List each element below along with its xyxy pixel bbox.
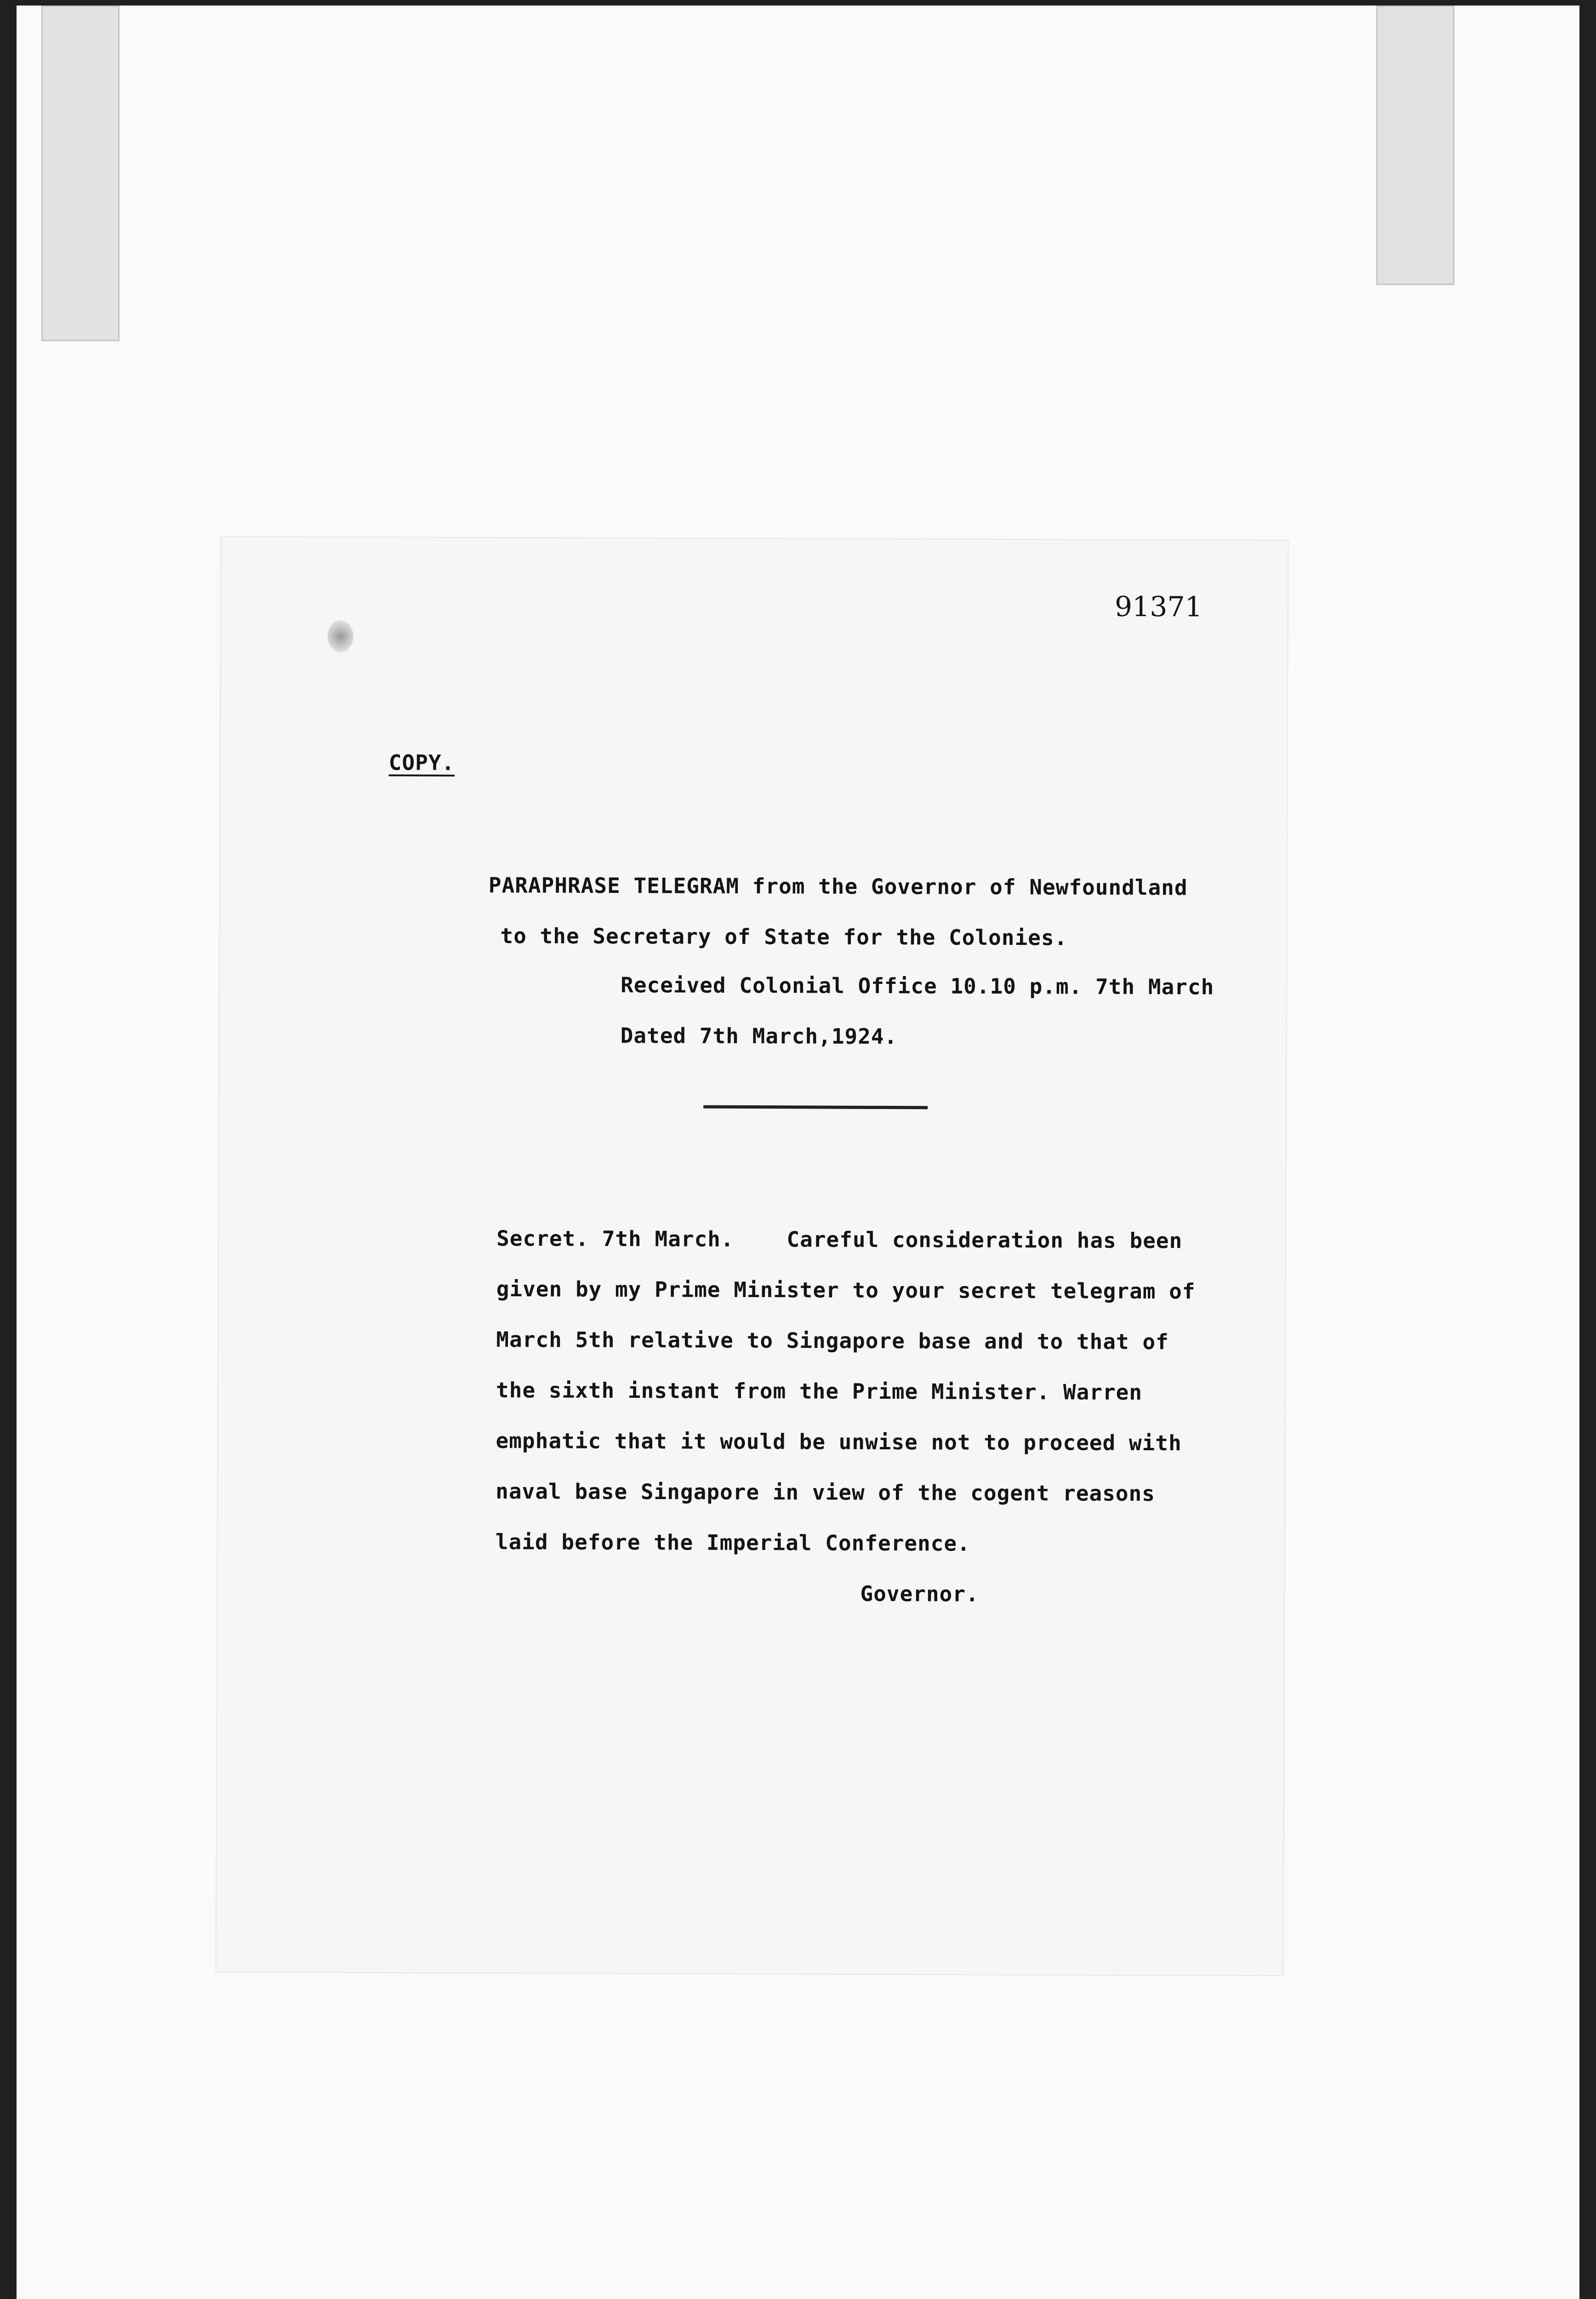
document-number: 91371 — [1114, 590, 1203, 623]
telegram-sheet — [217, 537, 1288, 1975]
header-line: Received Colonial Office 10.10 p.m. 7th March — [620, 972, 1214, 1000]
tape-strip — [1376, 6, 1454, 285]
mount-board — [17, 6, 1579, 2299]
body-line: given by my Prime Minister to your secret telegram of — [496, 1276, 1196, 1304]
body-line: laid before the Imperial Conference. — [495, 1529, 970, 1556]
body-line: the sixth instant from the Prime Minister. Warren — [496, 1378, 1143, 1405]
header-line: Dated 7th March,1924. — [620, 1023, 898, 1049]
ink-smudge — [328, 620, 353, 652]
header-rule — [703, 1105, 928, 1109]
tape-strip — [41, 6, 120, 341]
body-line: naval base Singapore in view of the cogent reasons — [496, 1479, 1156, 1506]
copy-label: COPY. — [388, 750, 455, 775]
header-line: to the Secretary of State for the Colonies. — [500, 923, 1068, 950]
header-line: PARAPHRASE TELEGRAM from the Governor of Newfoundland — [488, 872, 1188, 900]
body-line: emphatic that it would be unwise not to proceed with — [496, 1428, 1182, 1456]
body-line: March 5th relative to Singapore base and to that of — [496, 1327, 1169, 1355]
signature: Governor. — [860, 1581, 979, 1607]
body-line: Secret. 7th March. Careful consideration has been — [496, 1226, 1183, 1253]
